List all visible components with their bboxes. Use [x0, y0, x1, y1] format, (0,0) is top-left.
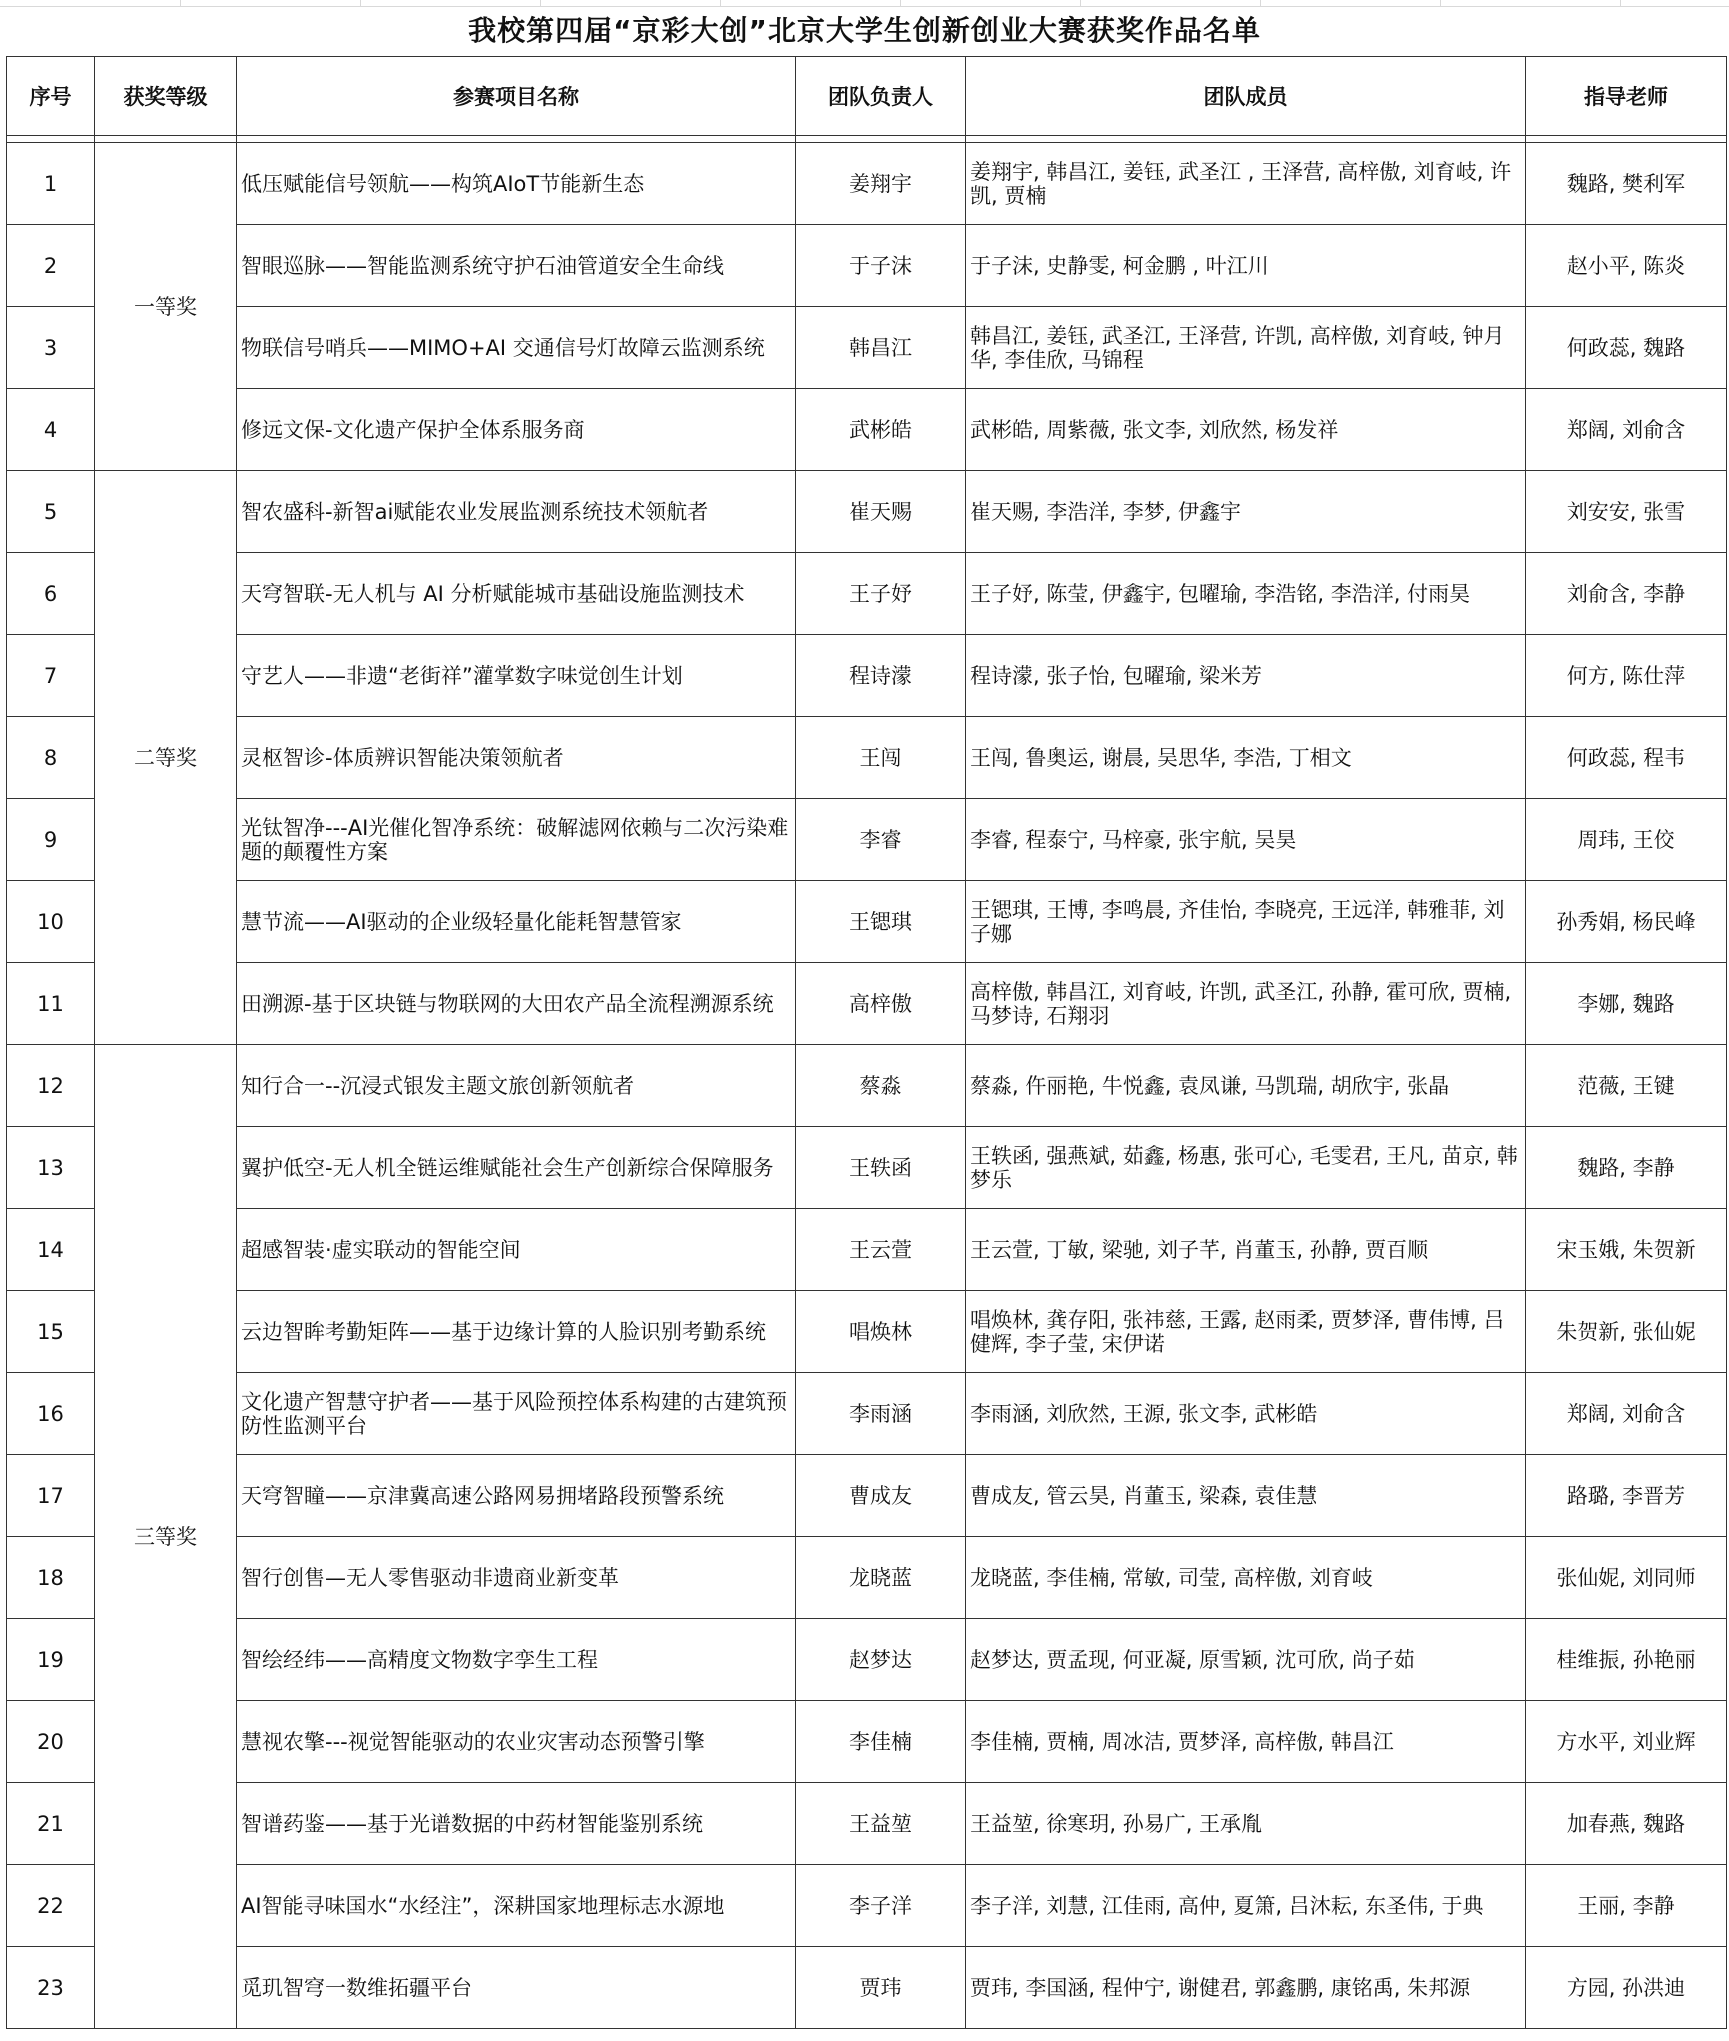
cell-members: 李佳楠, 贾楠, 周冰洁, 贾梦泽, 高梓傲, 韩昌江 [966, 1701, 1526, 1783]
cell-members: 李雨涵, 刘欣然, 王源, 张文李, 武彬皓 [966, 1373, 1526, 1455]
cell-teacher: 路璐, 李晋芳 [1526, 1455, 1727, 1537]
cell-teacher: 李娜, 魏路 [1526, 963, 1727, 1045]
gap-cell [796, 136, 966, 143]
table-row [7, 635, 1727, 717]
cell-leader: 李佳楠 [796, 1701, 966, 1783]
page-title: 我校第四届“京彩大创”北京大学生创新创业大赛获奖作品名单 [468, 14, 1261, 47]
cell-leader: 赵梦达 [796, 1619, 966, 1701]
table-row [7, 1373, 1727, 1455]
cell-leader: 王闯 [796, 717, 966, 799]
cell-project-name: 灵枢智诊-体质辨识智能决策领航者 [237, 717, 796, 799]
cell-leader: 崔天赐 [796, 471, 966, 553]
cell-project-name: 知行合一--沉浸式银发主题文旅创新领航者 [237, 1045, 796, 1127]
cell-teacher: 周玮, 王佼 [1526, 799, 1727, 881]
cell-no: 4 [7, 389, 95, 471]
cell-leader: 于子沫 [796, 225, 966, 307]
header-teacher: 指导老师 [1526, 57, 1727, 136]
cell-no: 2 [7, 225, 95, 307]
cell-teacher: 张仙妮, 刘同师 [1526, 1537, 1727, 1619]
table-row [7, 963, 1727, 1045]
cell-members: 武彬皓, 周紫薇, 张文李, 刘欣然, 杨发祥 [966, 389, 1526, 471]
cell-teacher: 魏路, 李静 [1526, 1127, 1727, 1209]
table-row [7, 1455, 1727, 1537]
table-row [7, 1291, 1727, 1373]
cell-no: 22 [7, 1865, 95, 1947]
cell-members: 姜翔宇, 韩昌江, 姜钰, 武圣江 , 王泽营, 高梓傲, 刘育岐, 许凯, 贾楠 [966, 143, 1526, 225]
cell-teacher: 桂维振, 孙艳丽 [1526, 1619, 1727, 1701]
cell-project-name: 云边智眸考勤矩阵——基于边缘计算的人脸识别考勤系统 [237, 1291, 796, 1373]
cell-teacher: 何政蕊, 魏路 [1526, 307, 1727, 389]
cell-project-name: 超感智装·虚实联动的智能空间 [237, 1209, 796, 1291]
table-row [7, 881, 1727, 963]
cell-project-name: 天穹智联-无人机与 AI 分析赋能城市基础设施监测技术 [237, 553, 796, 635]
cell-project-name: 智行创售—无人零售驱动非遗商业新变革 [237, 1537, 796, 1619]
cell-no: 15 [7, 1291, 95, 1373]
cell-teacher: 赵小平, 陈炎 [1526, 225, 1727, 307]
cell-members: 王轶函, 强燕斌, 茹鑫, 杨惠, 张可心, 毛雯君, 王凡, 苗京, 韩梦乐 [966, 1127, 1526, 1209]
header-row [7, 57, 1727, 136]
cell-no: 9 [7, 799, 95, 881]
cell-project-name: 智农盛科-新智ai赋能农业发展监测系统技术领航者 [237, 471, 796, 553]
cell-members: 崔天赐, 李浩洋, 李梦, 伊鑫宇 [966, 471, 1526, 553]
cell-project-name: 慧视农擎---视觉智能驱动的农业灾害动态预警引擎 [237, 1701, 796, 1783]
gap-cell [966, 136, 1526, 143]
cell-leader: 蔡淼 [796, 1045, 966, 1127]
table-row [7, 471, 1727, 553]
cell-members: 高梓傲, 韩昌江, 刘育岐, 许凯, 武圣江, 孙静, 霍可欣, 贾楠, 马梦诗, 石翔羽 [966, 963, 1526, 1045]
cell-no: 12 [7, 1045, 95, 1127]
cell-project-name: 智眼巡脉——智能监测系统守护石油管道安全生命线 [237, 225, 796, 307]
cell-teacher: 何政蕊, 程韦 [1526, 717, 1727, 799]
cell-members: 龙晓蓝, 李佳楠, 常敏, 司莹, 高梓傲, 刘育岐 [966, 1537, 1526, 1619]
cell-teacher: 刘安安, 张雪 [1526, 471, 1727, 553]
table-row [7, 1783, 1727, 1865]
cell-project-name: 修远文保-文化遗产保护全体系服务商 [237, 389, 796, 471]
cell-teacher: 郑阔, 刘俞含 [1526, 1373, 1727, 1455]
cell-no: 6 [7, 553, 95, 635]
cell-project-name: 智谱药鉴——基于光谱数据的中药材智能鉴别系统 [237, 1783, 796, 1865]
cell-members: 王云萱, 丁敏, 梁驰, 刘子芊, 肖董玉, 孙静, 贾百顺 [966, 1209, 1526, 1291]
cell-award-level: 一等奖 [95, 143, 237, 471]
table-row [7, 1947, 1727, 2029]
header-leader: 团队负责人 [796, 57, 966, 136]
cell-no: 19 [7, 1619, 95, 1701]
cell-project-name: 智绘经纬——高精度文物数字孪生工程 [237, 1619, 796, 1701]
cell-project-name: 文化遗产智慧守护者——基于风险预控体系构建的古建筑预防性监测平台 [237, 1373, 796, 1455]
table-row [7, 225, 1727, 307]
table-row [7, 799, 1727, 881]
cell-leader: 王云萱 [796, 1209, 966, 1291]
cell-leader: 唱焕林 [796, 1291, 966, 1373]
table-row [7, 1701, 1727, 1783]
cell-leader: 高梓傲 [796, 963, 966, 1045]
cell-teacher: 方园, 孙洪迪 [1526, 1947, 1727, 2029]
cell-members: 王锶琪, 王博, 李鸣晨, 齐佳怡, 李晓亮, 王远洋, 韩雅菲, 刘子娜 [966, 881, 1526, 963]
cell-members: 李子洋, 刘慧, 江佳雨, 高仲, 夏箫, 吕沐耘, 东圣伟, 于典 [966, 1865, 1526, 1947]
cell-members: 王子妤, 陈莹, 伊鑫宇, 包曜瑜, 李浩铭, 李浩洋, 付雨昊 [966, 553, 1526, 635]
cell-no: 3 [7, 307, 95, 389]
cell-no: 23 [7, 1947, 95, 2029]
cell-teacher: 方水平, 刘业辉 [1526, 1701, 1727, 1783]
cell-no: 16 [7, 1373, 95, 1455]
cell-teacher: 范薇, 王键 [1526, 1045, 1727, 1127]
cell-award-level: 三等奖 [95, 1045, 237, 2029]
cell-teacher: 王丽, 李静 [1526, 1865, 1727, 1947]
cell-members: 于子沫, 史静雯, 柯金鹏 , 叶江川 [966, 225, 1526, 307]
table-row [7, 1209, 1727, 1291]
header-name: 参赛项目名称 [237, 57, 796, 136]
cell-leader: 王轶函 [796, 1127, 966, 1209]
cell-teacher: 孙秀娟, 杨民峰 [1526, 881, 1727, 963]
cell-members: 韩昌江, 姜钰, 武圣江, 王泽营, 许凯, 高梓傲, 刘育岐, 钟月华, 李佳欣, 马锦程 [966, 307, 1526, 389]
cell-members: 唱焕林, 龚存阳, 张祎慈, 王露, 赵雨柔, 贾梦泽, 曹伟博, 吕健辉, 李子莹, 宋伊诺 [966, 1291, 1526, 1373]
gap-cell [237, 136, 796, 143]
cell-no: 8 [7, 717, 95, 799]
cell-project-name: 觅玑智穹一数维拓疆平台 [237, 1947, 796, 2029]
gap-cell [95, 136, 237, 143]
cell-leader: 李睿 [796, 799, 966, 881]
cell-no: 20 [7, 1701, 95, 1783]
cell-leader: 龙晓蓝 [796, 1537, 966, 1619]
cell-members: 蔡淼, 仵丽艳, 牛悦鑫, 袁凤谦, 马凯瑞, 胡欣宇, 张晶 [966, 1045, 1526, 1127]
cell-teacher: 宋玉娥, 朱贺新 [1526, 1209, 1727, 1291]
cell-project-name: 低压赋能信号领航——构筑AIoT节能新生态 [237, 143, 796, 225]
table-row [7, 1127, 1727, 1209]
cell-leader: 韩昌江 [796, 307, 966, 389]
table-row [7, 1865, 1727, 1947]
cell-leader: 曹成友 [796, 1455, 966, 1537]
cell-leader: 王子妤 [796, 553, 966, 635]
gap-cell [1526, 136, 1727, 143]
cell-no: 10 [7, 881, 95, 963]
cell-teacher: 郑阔, 刘俞含 [1526, 389, 1727, 471]
cell-teacher: 加春燕, 魏路 [1526, 1783, 1727, 1865]
cell-project-name: 天穹智瞳——京津冀高速公路网易拥堵路段预警系统 [237, 1455, 796, 1537]
header-gap [7, 136, 1727, 143]
cell-award-level: 二等奖 [95, 471, 237, 1045]
cell-leader: 王益堃 [796, 1783, 966, 1865]
cell-leader: 贾玮 [796, 1947, 966, 2029]
table-body [7, 136, 1727, 2029]
cell-leader: 李子洋 [796, 1865, 966, 1947]
table-row [7, 389, 1727, 471]
cell-project-name: 田溯源-基于区块链与物联网的大田农产品全流程溯源系统 [237, 963, 796, 1045]
cell-no: 7 [7, 635, 95, 717]
table-row [7, 1619, 1727, 1701]
table-row [7, 717, 1727, 799]
cell-members: 贾玮, 李国涵, 程仲宁, 谢健君, 郭鑫鹏, 康铭禹, 朱邦源 [966, 1947, 1526, 2029]
table-row [7, 143, 1727, 225]
cell-teacher: 魏路, 樊利军 [1526, 143, 1727, 225]
header-members: 团队成员 [966, 57, 1526, 136]
cell-no: 14 [7, 1209, 95, 1291]
cell-leader: 武彬皓 [796, 389, 966, 471]
cell-members: 王益堃, 徐寒玥, 孙易广, 王承胤 [966, 1783, 1526, 1865]
cell-leader: 王锶琪 [796, 881, 966, 963]
cell-no: 5 [7, 471, 95, 553]
cell-project-name: AI智能寻味国水“水经注”，深耕国家地理标志水源地 [237, 1865, 796, 1947]
cell-project-name: 慧节流——AI驱动的企业级轻量化能耗智慧管家 [237, 881, 796, 963]
cell-no: 17 [7, 1455, 95, 1537]
cell-leader: 李雨涵 [796, 1373, 966, 1455]
cell-leader: 姜翔宇 [796, 143, 966, 225]
cell-members: 王闯, 鲁奥运, 谢晨, 吴思华, 李浩, 丁相文 [966, 717, 1526, 799]
cell-project-name: 守艺人——非遗“老街祥”灌掌数字味觉创生计划 [237, 635, 796, 717]
header-no: 序号 [7, 57, 95, 136]
cell-members: 程诗濛, 张子怡, 包曜瑜, 梁米芳 [966, 635, 1526, 717]
table-row [7, 307, 1727, 389]
cell-teacher: 何方, 陈仕萍 [1526, 635, 1727, 717]
cell-no: 18 [7, 1537, 95, 1619]
cell-project-name: 光钛智净---AI光催化智净系统：破解滤网依赖与二次污染难题的颠覆性方案 [237, 799, 796, 881]
table-row [7, 553, 1727, 635]
cell-project-name: 翼护低空-无人机全链运维赋能社会生产创新综合保障服务 [237, 1127, 796, 1209]
table-row [7, 1537, 1727, 1619]
cell-members: 赵梦达, 贾孟现, 何亚凝, 原雪颖, 沈可欣, 尚子茹 [966, 1619, 1526, 1701]
cell-no: 21 [7, 1783, 95, 1865]
cell-project-name: 物联信号哨兵——MIMO+AI 交通信号灯故障云监测系统 [237, 307, 796, 389]
cell-teacher: 朱贺新, 张仙妮 [1526, 1291, 1727, 1373]
cell-no: 13 [7, 1127, 95, 1209]
cell-no: 11 [7, 963, 95, 1045]
table-row [7, 1045, 1727, 1127]
cell-leader: 程诗濛 [796, 635, 966, 717]
gap-cell [7, 136, 95, 143]
cell-members: 李睿, 程泰宁, 马梓豪, 张宇航, 吴昊 [966, 799, 1526, 881]
award-table [6, 56, 1727, 2029]
header-level: 获奖等级 [95, 57, 237, 136]
cell-teacher: 刘俞含, 李静 [1526, 553, 1727, 635]
cell-members: 曹成友, 管云昊, 肖董玉, 梁森, 袁佳慧 [966, 1455, 1526, 1537]
cell-no: 1 [7, 143, 95, 225]
